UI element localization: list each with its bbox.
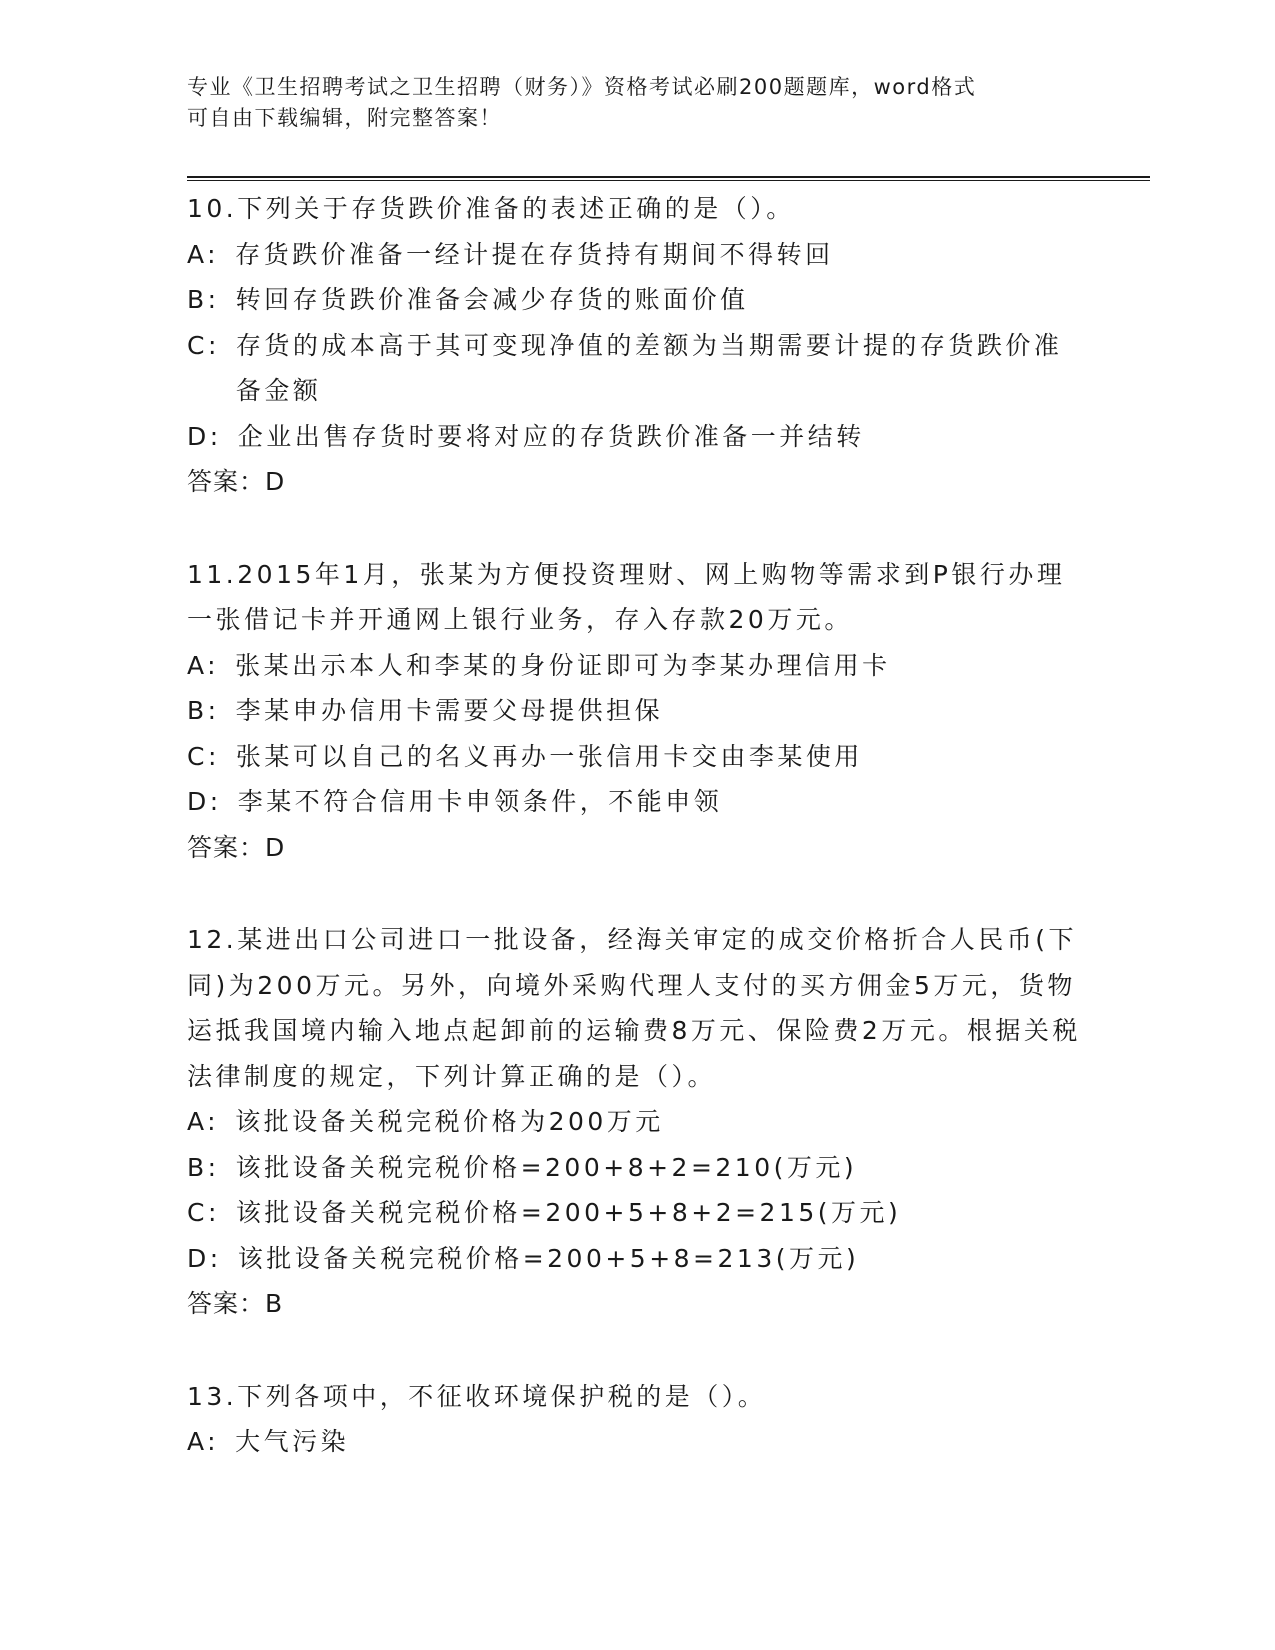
answer-label: 答案： (187, 1289, 266, 1318)
question-number: 11. (187, 559, 238, 589)
question-stem (187, 552, 1087, 643)
document-header (187, 72, 1087, 134)
question-10 (187, 186, 1087, 505)
question-list (187, 186, 1087, 1512)
option-b (187, 277, 1087, 323)
question-11 (187, 552, 1087, 871)
answer-value: B (265, 1289, 283, 1318)
answer-line (187, 459, 1087, 505)
question-text: 2015年1月，张某为方便投资理财、网上购物等需求到P银行办理一张借记卡并开通网上银行业务，存入存款20万元。 (187, 559, 1066, 634)
option-a (187, 1419, 1087, 1465)
option-letter: D: (187, 787, 222, 816)
option-letter: D: (187, 1243, 222, 1273)
option-b (187, 688, 1087, 734)
header-divider (187, 176, 1150, 181)
option-text: 李某申办信用卡需要父母提供担保 (235, 696, 664, 725)
option-text: 该批设备关税完税价格=200+5+8=213(万元) (237, 1243, 860, 1273)
option-letter: C: (187, 330, 220, 360)
option-letter: A: (187, 1107, 220, 1136)
answer-line (187, 1281, 1087, 1327)
question-12 (187, 917, 1087, 1327)
question-number: 13. (187, 1381, 238, 1411)
answer-label: 答案： (187, 467, 266, 496)
option-letter: B: (187, 285, 220, 314)
question-number: 10. (187, 194, 238, 223)
header-line-1: 专业《卫生招聘考试之卫生招聘（财务）》资格考试必刷200题题库，word格式 (187, 75, 977, 99)
header-line-2: 可自由下载编辑，附完整答案！ (187, 106, 502, 130)
answer-line (187, 825, 1087, 871)
option-text: 存货的成本高于其可变现净值的差额为当期需要计提的存货跌价准备金额 (235, 330, 1063, 405)
option-letter: C: (187, 1198, 220, 1227)
option-text: 企业出售存货时要将对应的存货跌价准备一并结转 (237, 421, 865, 451)
question-text: 下列关于存货跌价准备的表述正确的是（）。 (237, 194, 795, 223)
question-13 (187, 1374, 1087, 1465)
option-text: 存货跌价准备一经计提在存货持有期间不得转回 (235, 239, 834, 269)
option-letter: B: (187, 696, 220, 725)
option-c (187, 323, 1087, 414)
option-text: 张某出示本人和李某的身份证即可为李某办理信用卡 (235, 650, 891, 680)
answer-value: D (265, 467, 285, 496)
question-stem (187, 917, 1087, 1099)
answer-label: 答案： (187, 832, 266, 862)
option-text: 该批设备关税完税价格=200+8+2=210(万元) (235, 1152, 858, 1182)
option-letter: B: (187, 1152, 220, 1182)
question-stem (187, 186, 1087, 232)
question-number: 12. (187, 925, 238, 954)
option-a (187, 643, 1087, 689)
option-c (187, 734, 1087, 780)
option-text: 李某不符合信用卡申领条件，不能申领 (237, 787, 723, 816)
option-a (187, 232, 1087, 278)
option-a (187, 1099, 1087, 1145)
answer-value: D (265, 832, 285, 862)
option-letter: A: (187, 1427, 220, 1456)
option-text: 该批设备关税完税价格为200万元 (235, 1107, 664, 1136)
question-text: 某进出口公司进口一批设备，经海关审定的成交价格折合人民币(下同)为200万元。另外，向境外采购代理人支付的买方佣金5万元，货物运抵我国境内输入地点起卸前的运输费8万元、保险费2万元。根据关税法律制度的规定，下列计算正确的是（）。 (187, 925, 1081, 1091)
question-text: 下列各项中，不征收环境保护税的是（）。 (237, 1381, 767, 1411)
option-text: 张某可以自己的名义再办一张信用卡交由李某使用 (235, 741, 863, 771)
option-d (187, 414, 1087, 460)
option-text: 大气污染 (235, 1427, 350, 1456)
option-letter: C: (187, 741, 220, 771)
option-letter: A: (187, 650, 220, 680)
option-b (187, 1145, 1087, 1191)
option-letter: A: (187, 239, 220, 269)
option-text: 转回存货跌价准备会减少存货的账面价值 (235, 285, 749, 314)
option-letter: D: (187, 421, 222, 451)
option-text: 该批设备关税完税价格=200+5+8+2=215(万元) (235, 1198, 902, 1227)
option-d (187, 1236, 1087, 1282)
option-d (187, 779, 1087, 825)
option-c (187, 1190, 1087, 1236)
question-stem (187, 1374, 1087, 1420)
